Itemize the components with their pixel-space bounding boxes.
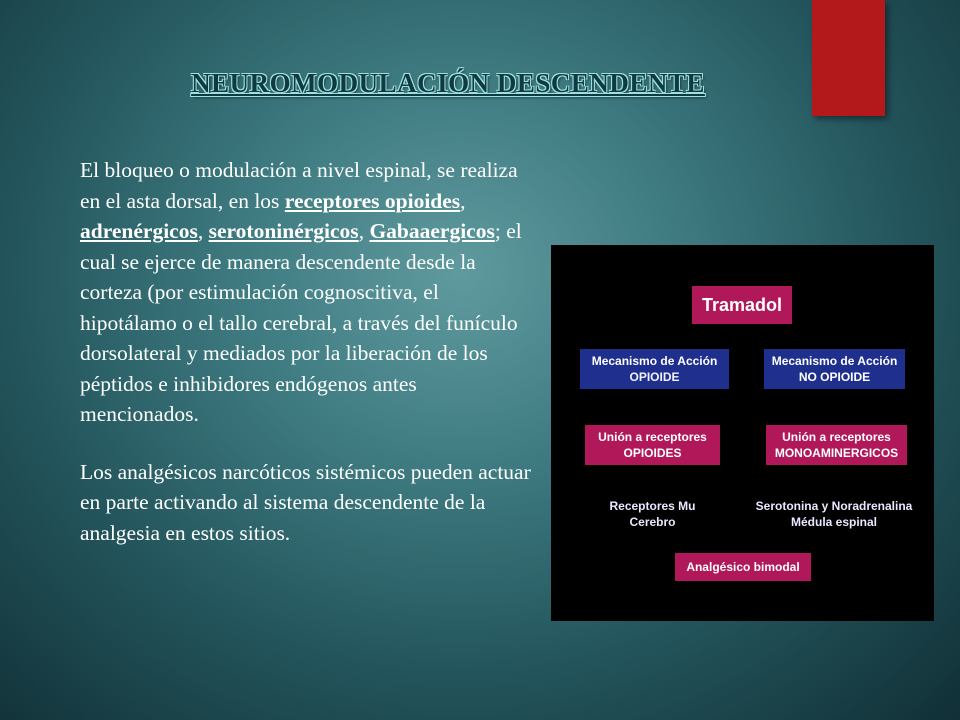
separator: , bbox=[358, 219, 370, 243]
term-opioid-receptors: receptores opioides bbox=[284, 188, 461, 213]
slide-title: NEUROMODULACIÓN DESCENDENTE bbox=[191, 68, 705, 98]
mechanism-non-opioid-line1: Mecanismo de Acción bbox=[771, 354, 898, 368]
bimodal-analgesic-box: Analgésico bimodal bbox=[675, 553, 811, 581]
serotonin-line2: Médula espinal bbox=[790, 515, 878, 529]
mechanism-opioid-line1: Mecanismo de Acción bbox=[591, 354, 718, 368]
term-serotonergic: serotoninérgicos bbox=[208, 219, 359, 243]
term-gaba: Gabaaergicos bbox=[369, 219, 495, 243]
mechanism-non-opioid-box bbox=[764, 349, 905, 389]
term-adrenergic: adrenérgicos bbox=[80, 219, 198, 243]
mechanism-opioid-line2: OPIOIDE bbox=[629, 370, 680, 384]
paragraph-text: El bloqueo o modulación a nivel espinal, se realiza en el asta dorsal, en los bbox=[80, 158, 518, 213]
serotonin-line1: Serotonina y Noradrenalina bbox=[755, 499, 913, 513]
paragraph-modulation bbox=[80, 155, 540, 430]
receptors-mu-line1: Receptores Mu bbox=[609, 499, 696, 513]
serotonin-label bbox=[739, 496, 929, 532]
receptors-mu-label bbox=[585, 496, 720, 532]
union-opioid-line1: Unión a receptores bbox=[598, 430, 707, 444]
receptors-mu-line2: Cerebro bbox=[629, 515, 676, 529]
body-text bbox=[80, 155, 540, 548]
paragraph-text: ; el cual se ejerce de manera descendente desde la corteza (por estimulación cognoscitiva, el hipotálamo o el tallo cerebral, a través del funículo dorsolateral y mediados por la liberación de los péptidos e inhibidores endógenos antes mencionados. bbox=[80, 219, 522, 426]
separator: , bbox=[197, 219, 209, 243]
union-monoaminergic-box bbox=[766, 425, 907, 465]
union-opioid-line2: OPIOIDES bbox=[623, 446, 682, 460]
mechanism-non-opioid-line2: NO OPIOIDE bbox=[798, 370, 871, 384]
union-monoaminergic-line2: MONOAMINERGICOS bbox=[774, 446, 899, 460]
paragraph-analgesics: Los analgésicos narcóticos sistémicos pueden actuar en parte activando al sistema descendente de la analgesia en estos sitios. bbox=[80, 459, 531, 545]
separator: , bbox=[460, 188, 466, 213]
tramadol-box: Tramadol bbox=[692, 286, 792, 324]
mechanism-opioid-box bbox=[580, 349, 729, 389]
union-opioid-box bbox=[585, 425, 720, 465]
tramadol-diagram bbox=[551, 245, 934, 621]
union-monoaminergic-line1: Unión a receptores bbox=[782, 430, 891, 444]
